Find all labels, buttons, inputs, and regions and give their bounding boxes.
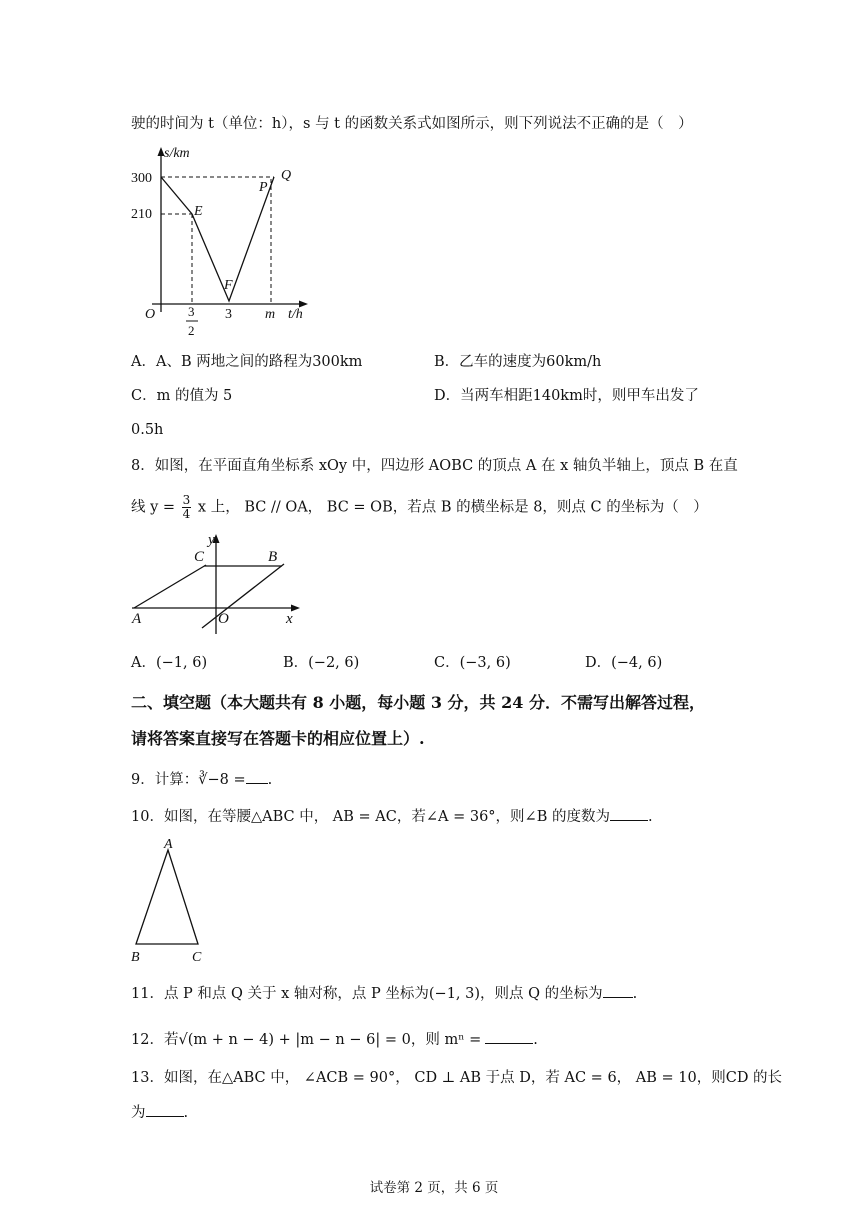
q8-x-label: x [286,611,293,627]
q7-stem: 驶的时间为 t（单位：h），s 与 t 的函数关系式如图所示，则下列说法不正确的是（ ） [131,116,693,132]
q8-line2 [131,494,708,521]
point-E-label: E [194,204,203,219]
q12-answer-blank[interactable] [485,1029,533,1044]
q10-A-label: A [164,837,173,852]
x-tick-m: m [265,307,276,322]
section2-heading-line2: 请将答案直接写在答题卡的相应位置上）. [131,729,425,748]
q8-figure [128,530,308,638]
q7-graph [126,144,326,338]
page-footer: 试卷第 2 页，共 6 页 [369,1180,499,1196]
q11-answer-blank[interactable] [603,983,633,998]
section2-heading-line1: 二、填空题（本大题共有 8 小题，每小题 3 分，共 24 分．不需写出解答过程， [131,693,705,712]
q9-text: 9．计算：∛−8 = [131,772,246,788]
q10-text: 10．如图，在等腰△ABC 中， AB = AC，若∠A = 36°，则∠B 的度数为 [131,809,610,825]
x-tick-3-2-num: 3 [188,304,195,319]
q8-O-label: O [218,611,229,627]
q8-line2-prefix: 线 y = [131,499,176,516]
q8-option-c: C．(−3, 6) [434,655,511,671]
q8-option-a: A．(−1, 6) [131,655,208,671]
q10: 10．如图，在等腰△ABC 中， AB = AC，若∠A = 36°，则∠B 的度数为 . [131,806,653,827]
y-axis-label: s/km [164,146,190,161]
q9-answer-blank[interactable] [246,769,268,784]
q8-A-label: A [132,611,142,627]
y-tick-300: 300 [131,171,152,186]
q8-option-b: B．(−2, 6) [283,655,360,671]
q7-option-d-cont: 0.5h [131,422,164,438]
q10-B-label: B [131,950,140,965]
q10-C-label: C [192,950,202,965]
q8-line2-suffix: x 上， BC // OA， BC = OB，若点 B 的横坐标是 8，则点 C 的坐标为（ ） [197,499,708,516]
q9: 9．计算：∛−8 = . [131,769,272,790]
q13-line2-text: 为 [131,1105,146,1121]
origin-label: O [145,307,156,322]
q8-y-label: y [208,532,215,548]
q8-line1: 8．如图，在平面直角坐标系 xOy 中，四边形 AOBC 的顶点 A 在 x 轴负半轴上，顶点 B 在直 [131,458,738,474]
q10-answer-blank[interactable] [610,806,648,821]
q8-B-label: B [268,549,278,565]
q13-line1: 13．如图，在△ABC 中， ∠ACB = 90°， CD ⊥ AB 于点 D，若 AC = 6， AB = 10，则CD 的长 [131,1070,783,1086]
y-tick-210: 210 [131,207,152,222]
point-Q-label: Q [281,168,292,183]
x-tick-3-2-den: 2 [188,323,195,338]
q8-fraction [182,494,192,521]
q10-triangle-figure [128,836,218,966]
q8-frac-num: 3 [182,493,191,507]
q13-line2: 为 . [131,1102,188,1123]
x-tick-3: 3 [225,307,232,322]
q12: 12．若√(m + n − 4) + |m − n − 6| = 0，则 mⁿ = . [131,1029,538,1050]
q7-option-a: A．A、B 两地之间的路程为300km [131,354,363,370]
x-axis-label: t/h [288,307,303,322]
q7-option-c: C．m 的值为 5 [131,388,233,404]
q8-frac-den: 4 [182,507,191,521]
q13-answer-blank[interactable] [146,1102,184,1117]
q7-option-d: D．当两车相距140km时，则甲车出发了 [434,388,699,404]
q12-text: 12．若√(m + n − 4) + |m − n − 6| = 0，则 mⁿ = [131,1032,482,1048]
q8-C-label: C [194,549,205,565]
q11-text: 11．点 P 和点 Q 关于 x 轴对称，点 P 坐标为(−1, 3)，则点 Q 的坐标为 [131,986,603,1002]
q8-option-d: D．(−4, 6) [585,655,663,671]
q11: 11．点 P 和点 Q 关于 x 轴对称，点 P 坐标为(−1, 3)，则点 Q 的坐标为 . [131,983,637,1004]
q7-option-b: B．乙车的速度为60km/h [434,354,602,370]
point-P-label: P [259,180,268,195]
point-F-label: F [224,278,233,293]
